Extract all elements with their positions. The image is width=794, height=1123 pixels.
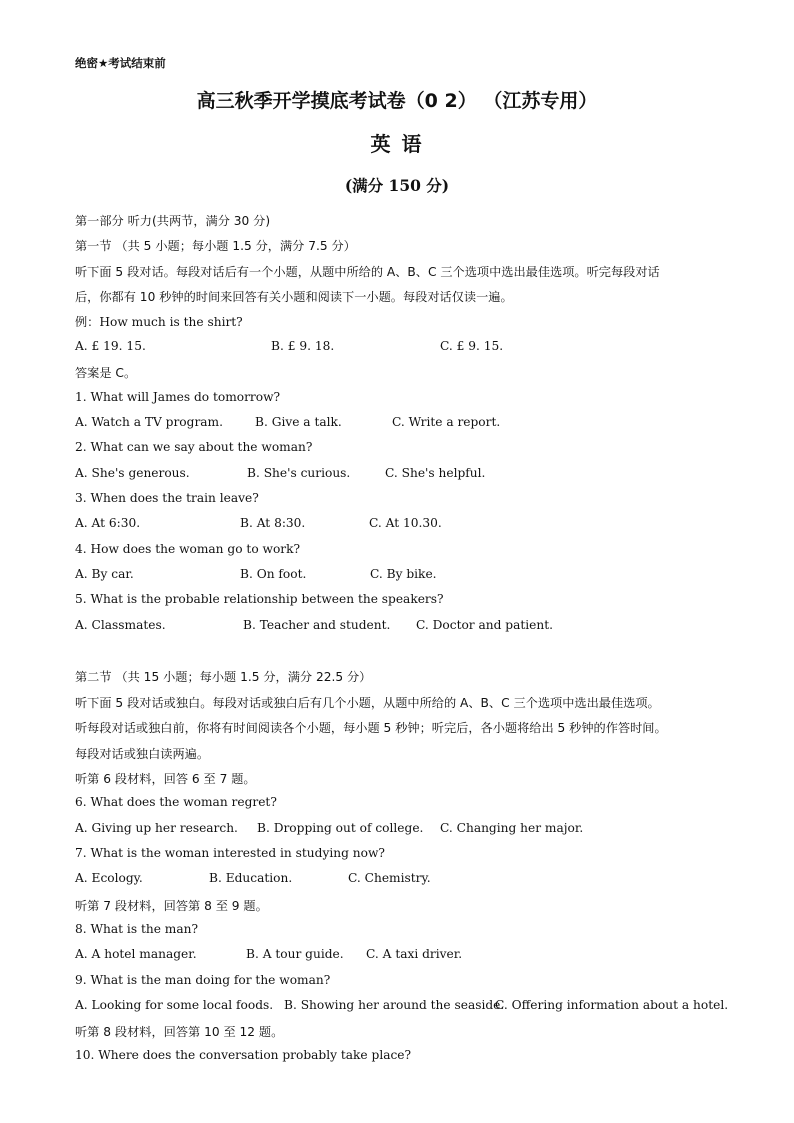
- question-3: 3. When does the train leave?: [75, 491, 259, 505]
- section2-heading: 第二节 （共 15 小题；每小题 1.5 分，满分 22.5 分）: [75, 670, 372, 684]
- q2-option-a: A. She's generous.: [75, 466, 190, 480]
- q3-option-b: B. At 8:30.: [240, 516, 306, 530]
- q7-option-b: B. Education.: [209, 871, 293, 885]
- q7-option-a: A. Ecology.: [75, 871, 143, 885]
- example-option-c: C. £ 9. 15.: [440, 339, 504, 353]
- question-6: 6. What does the woman regret?: [75, 795, 277, 809]
- section1-heading: 第一节 （共 5 小题；每小题 1.5 分，满分 7.5 分）: [75, 239, 356, 253]
- q6-option-c: C. Changing her major.: [440, 821, 584, 835]
- confidential-label: 绝密★考试结束前: [75, 56, 166, 70]
- q5-option-a: A. Classmates.: [75, 618, 166, 632]
- question-9: 9. What is the man doing for the woman?: [75, 973, 331, 987]
- q6-option-a: A. Giving up her research.: [75, 821, 238, 835]
- question-4: 4. How does the woman go to work?: [75, 542, 301, 556]
- q7-option-c: C. Chemistry.: [348, 871, 431, 885]
- question-1: 1. What will James do tomorrow?: [75, 390, 281, 404]
- q1-option-a: A. Watch a TV program.: [75, 415, 223, 429]
- section2-instructions-line1: 听下面 5 段对话或独白。每段对话或独白后有几个小题，从题中所给的 A、B、C 三个选项中选出最佳选项。: [75, 696, 660, 710]
- q3-option-a: A. At 6:30.: [75, 516, 141, 530]
- question-5: 5. What is the probable relationship between the speakers?: [75, 592, 444, 606]
- question-2: 2. What can we say about the woman?: [75, 440, 313, 454]
- q8-option-b: B. A tour guide.: [246, 947, 344, 961]
- q4-option-a: A. By car.: [75, 567, 134, 581]
- part1-heading: 第一部分 听力(共两节，满分 30 分): [75, 214, 271, 228]
- example-option-a: A. £ 19. 15.: [75, 339, 146, 353]
- q8-option-c: C. A taxi driver.: [366, 947, 463, 961]
- section2-instructions-line2: 听每段对话或独白前，你将有时间阅读各个小题，每小题 5 秒钟；听完后，各小题将给出 5 秒钟的作答时间。: [75, 721, 667, 735]
- subject-title: 英 语: [370, 132, 424, 156]
- question-10: 10. Where does the conversation probably take place?: [75, 1048, 412, 1062]
- question-7: 7. What is the woman interested in studying now?: [75, 846, 385, 860]
- example-question: 例：How much is the shirt?: [75, 315, 243, 329]
- material-7-heading: 听第 7 段材料，回答第 8 至 9 题。: [75, 899, 268, 913]
- material-6-heading: 听第 6 段材料，回答 6 至 7 题。: [75, 772, 256, 786]
- q5-option-b: B. Teacher and student.: [243, 618, 391, 632]
- exam-title: 高三秋季开学摸底考试卷（0 2） （江苏专用）: [196, 90, 598, 112]
- section1-instructions-line2: 后，你都有 10 秒钟的时间来回答有关小题和阅读下一小题。每段对话仅读一遍。: [75, 290, 513, 304]
- q4-option-b: B. On foot.: [240, 567, 307, 581]
- q1-option-c: C. Write a report.: [392, 415, 501, 429]
- q9-option-a: A. Looking for some local foods.: [75, 998, 274, 1012]
- q2-option-b: B. She's curious.: [247, 466, 351, 480]
- q9-option-b: B. Showing her around the seaside.: [284, 998, 505, 1012]
- example-option-b: B. £ 9. 18.: [271, 339, 335, 353]
- q4-option-c: C. By bike.: [370, 567, 437, 581]
- question-8: 8. What is the man?: [75, 922, 198, 936]
- q5-option-c: C. Doctor and patient.: [416, 618, 553, 632]
- q1-option-b: B. Give a talk.: [255, 415, 342, 429]
- example-answer: 答案是 C。: [75, 366, 137, 380]
- q2-option-c: C. She's helpful.: [385, 466, 486, 480]
- q8-option-a: A. A hotel manager.: [75, 947, 197, 961]
- q6-option-b: B. Dropping out of college.: [257, 821, 424, 835]
- section2-instructions-line3: 每段对话或独白读两遍。: [75, 747, 210, 761]
- material-8-heading: 听第 8 段材料，回答第 10 至 12 题。: [75, 1025, 284, 1039]
- q3-option-c: C. At 10.30.: [369, 516, 442, 530]
- section1-instructions-line1: 听下面 5 段对话。每段对话后有一个小题，从题中所给的 A、B、C 三个选项中选出最佳选项。听完每段对话: [75, 265, 660, 279]
- q9-option-c: C. Offering information about a hotel.: [495, 998, 729, 1012]
- full-score: (满分 150 分): [344, 176, 450, 195]
